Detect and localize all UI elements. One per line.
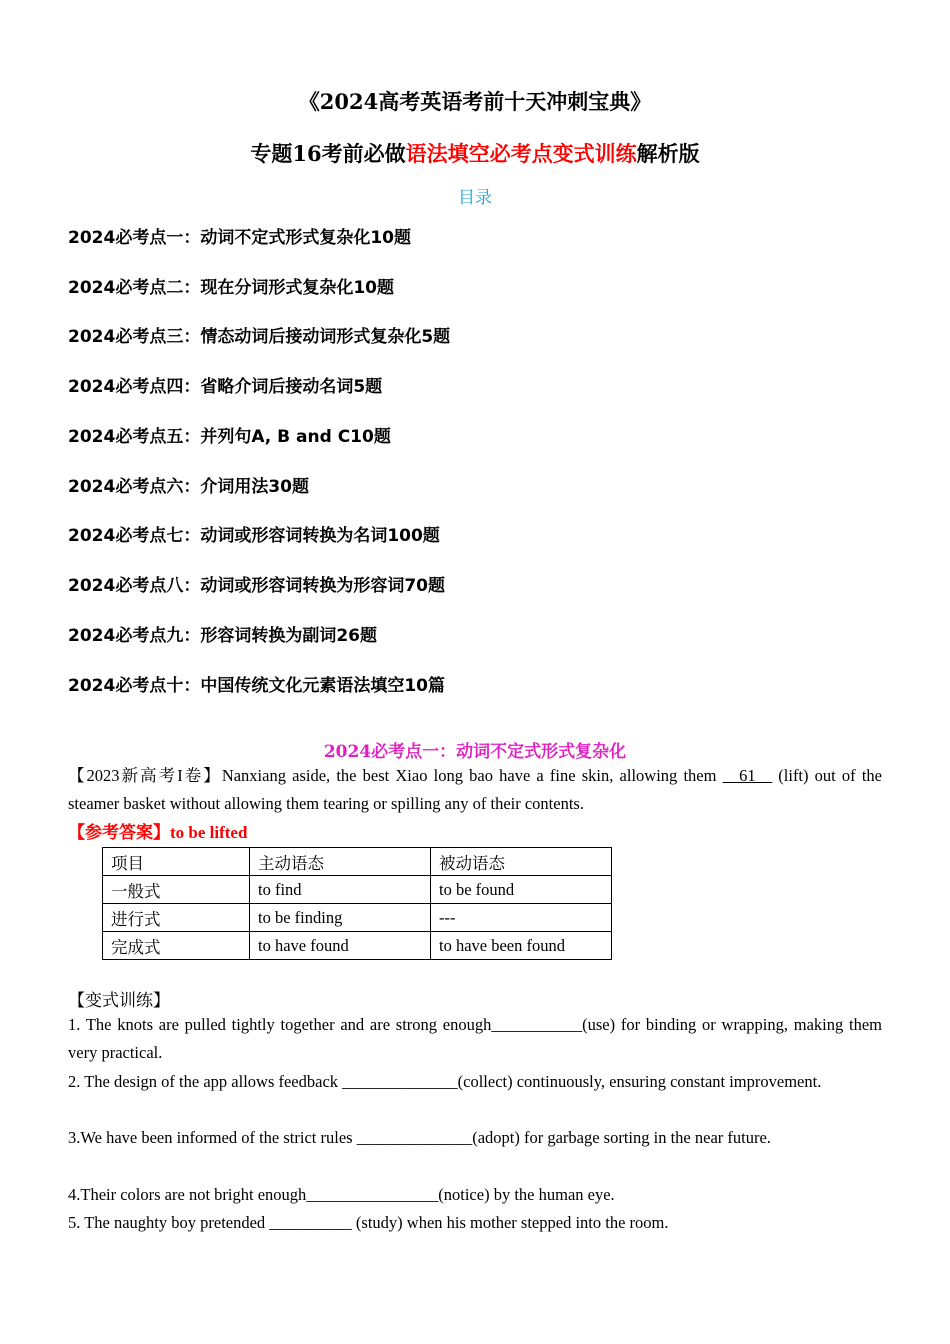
infinitive-forms-table bbox=[102, 847, 612, 960]
table-row bbox=[103, 904, 612, 932]
variant-heading: 【变式训练】 bbox=[68, 991, 170, 1010]
example-question bbox=[68, 762, 882, 819]
toc-item: 2024必考点七：动词或形容词转换为名词100题 bbox=[68, 526, 440, 546]
toc-heading: 目录 bbox=[458, 188, 492, 208]
toc-item: 2024必考点四：省略介词后接动名词5题 bbox=[68, 377, 383, 397]
table-header-cell: 被动语态 bbox=[431, 848, 612, 876]
toc-item: 2024必考点二：现在分词形式复杂化10题 bbox=[68, 278, 394, 298]
document-title: 《2024高考英语考前十天冲刺宝典》 bbox=[298, 89, 652, 114]
table-cell: to be finding bbox=[250, 904, 431, 932]
toc-item: 2024必考点十：中国传统文化元素语法填空10篇 bbox=[68, 676, 445, 696]
table-row bbox=[103, 932, 612, 960]
toc-item: 2024必考点八：动词或形容词转换为形容词70题 bbox=[68, 576, 445, 596]
table-cell: to be found bbox=[431, 876, 612, 904]
subtitle-highlight: 语法填空必考点变式训练 bbox=[405, 141, 637, 166]
exercise-item: 1. The knots are pulled tightly together and are strong enough___________(use) for binding or wrapping, making them very practical. bbox=[68, 1015, 882, 1063]
toc-item: 2024必考点五：并列句A, B and C10题 bbox=[68, 427, 391, 447]
document-subtitle bbox=[0, 138, 950, 168]
section-heading: 2024必考点一：动词不定式形式复杂化 bbox=[323, 742, 627, 762]
subtitle-prefix: 专题16考前必做 bbox=[250, 141, 406, 166]
subtitle-suffix: 解析版 bbox=[636, 141, 700, 166]
table-cell: --- bbox=[431, 904, 612, 932]
example-text-before: 【2023新高考I卷】Nanxiang aside, the best Xiao long bao have a fine skin, allowing them bbox=[68, 766, 723, 785]
table-cell: 进行式 bbox=[103, 904, 250, 932]
toc-item: 2024必考点一：动词不定式形式复杂化10题 bbox=[68, 228, 411, 248]
table-cell: 完成式 bbox=[103, 932, 250, 960]
toc-item: 2024必考点三：情态动词后接动词形式复杂化5题 bbox=[68, 327, 451, 347]
exercise-item: 3.We have been informed of the strict rules ______________(adopt) for garbage sorting in the near future. bbox=[68, 1128, 771, 1147]
reference-answer: 【参考答案】to be lifted bbox=[68, 823, 248, 842]
table-cell: to have found bbox=[250, 932, 431, 960]
table-cell: to have been found bbox=[431, 932, 612, 960]
toc-item: 2024必考点九：形容词转换为副词26题 bbox=[68, 626, 377, 646]
exercise-item: 4.Their colors are not bright enough________________(notice) by the human eye. bbox=[68, 1185, 615, 1204]
exercise-item: 2. The design of the app allows feedback ______________(collect) continuously, ensuring constant improvement. bbox=[68, 1072, 822, 1091]
table-header-cell: 主动语态 bbox=[250, 848, 431, 876]
table-cell: to find bbox=[250, 876, 431, 904]
example-blank: __61__ bbox=[722, 766, 773, 785]
table-header-cell: 项目 bbox=[103, 848, 250, 876]
example-text-after: (lift) out of the steamer basket without allowing them tearing or spilling any of their contents. bbox=[68, 766, 882, 814]
toc-item: 2024必考点六：介词用法30题 bbox=[68, 477, 309, 497]
table-row bbox=[103, 876, 612, 904]
exercise-item: 5. The naughty boy pretended __________ (study) when his mother stepped into the room. bbox=[68, 1213, 669, 1232]
table-cell: 一般式 bbox=[103, 876, 250, 904]
table-header-row bbox=[103, 848, 612, 876]
